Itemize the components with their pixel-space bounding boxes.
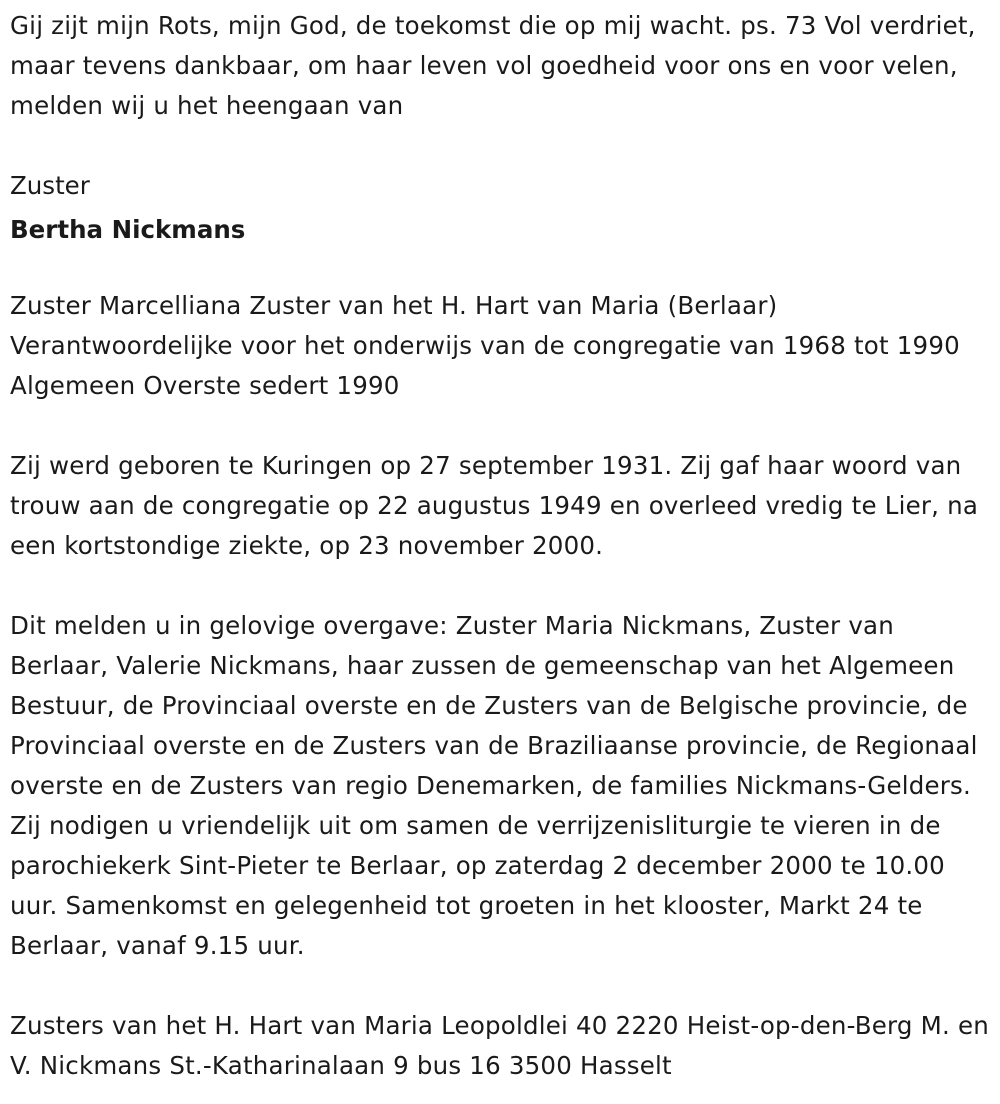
spacer [10,406,995,446]
announcement-paragraph: Dit melden u in gelovige overgave: Zuster Maria Nickmans, Zuster van Berlaar, Valerie Nickmans, haar zussen de gemeenschap van het Algemeen Bestuur, de Provinciaal overste en de Zusters van de Belgische provincie, de Provinciaal overste en de Zusters van de Braziliaanse provincie, de Regionaal overste en de Zusters van regio Denemarken, de families Nickmans-Gelders. Zij nodigen u vriendelijk uit om samen de verrijzenisliturgie te vieren in de parochiekerk Sint-Pieter te Berlaar, op zaterdag 2 december 2000 te 10.00 uur. Samenkomst en gelegenheid tot groeten in het klooster, Markt 24 te Berlaar, vanaf 9.15 uur. [10,611,978,960]
spacer [10,966,995,1006]
biography-paragraph: Zij werd geboren te Kuringen op 27 september 1931. Zij gaf haar woord van trouw aan de congregatie op 22 augustus 1949 en overleed vredig te Lier, na een kortstondige ziekte, op 23 november 2000. [10,451,979,560]
title-label: Zuster [10,171,90,200]
spacer [10,566,995,606]
role-paragraph: Zuster Marcelliana Zuster van het H. Hart van Maria (Berlaar) Verantwoordelijke voor het onderwijs van de congregatie van 1968 tot 1990 Algemeen Overste sedert 1990 [10,291,960,400]
deceased-name: Bertha Nickmans [10,215,246,244]
opening-paragraph: Gij zijt mijn Rots, mijn God, de toekomst die op mij wacht. ps. 73 Vol verdriet, maar tevens dankbaar, om haar leven vol goedheid voor ons en voor velen, melden wij u het heengaan van [10,11,976,120]
addresses-paragraph: Zusters van het H. Hart van Maria Leopoldlei 40 2220 Heist-op-den-Berg M. en V. Nickmans St.-Katharinalaan 9 bus 16 3500 Hasselt [10,1011,989,1080]
spacer [10,254,995,286]
spacer [10,126,995,166]
obituary-document [10,6,995,1086]
